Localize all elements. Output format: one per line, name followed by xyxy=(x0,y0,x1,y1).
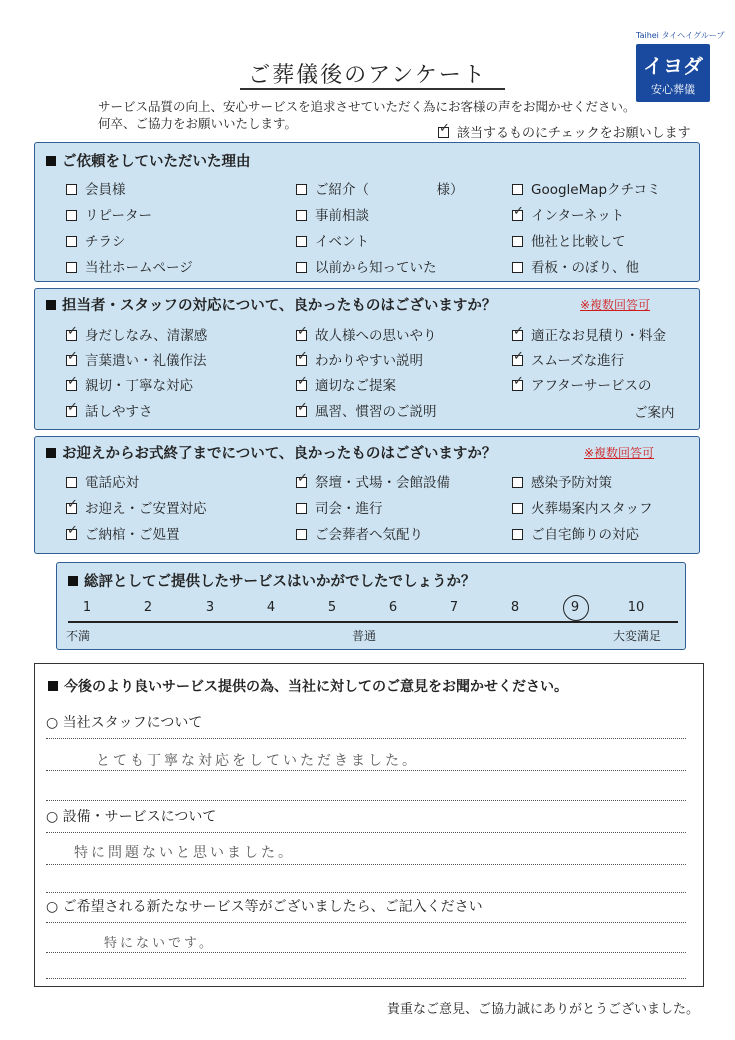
reason-option[interactable] xyxy=(296,178,464,198)
feedback-title xyxy=(48,676,568,696)
checkbox[interactable] xyxy=(296,236,307,247)
reason-section-title-text: ご依頼をしていただいた理由 xyxy=(62,154,251,170)
checkbox[interactable] xyxy=(296,262,307,273)
checkbox[interactable] xyxy=(66,210,77,221)
rating-label-low: 不満 xyxy=(66,629,91,643)
staff-option[interactable] xyxy=(512,349,624,369)
staff-option-label: スムーズな進行 xyxy=(531,353,625,369)
question-new-services: ○ ご希望される新たなサービス等がございましたら、ご記入ください xyxy=(46,899,483,915)
reason-option-label: 他社と比較して xyxy=(531,234,626,250)
reason-option-label: 看板・のぼり、他 xyxy=(531,260,639,276)
staff-option-label: 故人様への思いやり xyxy=(315,328,437,344)
question-facilities: ○ 設備・サービスについて xyxy=(46,809,217,825)
reason-option-label: 当社ホームページ xyxy=(85,260,193,276)
checkbox[interactable] xyxy=(66,262,77,273)
checkbox[interactable] xyxy=(66,477,77,488)
checkbox[interactable] xyxy=(512,210,523,221)
rating-scale-number[interactable]: 6 xyxy=(388,600,398,615)
question-facilities-text: 設備・サービスについて xyxy=(62,809,217,825)
rating-scale-number[interactable]: 1 xyxy=(82,600,92,615)
ceremony-option[interactable] xyxy=(512,497,653,517)
staff-option[interactable] xyxy=(512,374,652,394)
ceremony-section-title xyxy=(46,442,496,463)
staff-option[interactable] xyxy=(296,349,423,369)
ceremony-option[interactable] xyxy=(296,523,423,543)
answer-line xyxy=(46,978,686,979)
staff-option-label: 適正なお見積り・料金 xyxy=(531,328,666,344)
logo-sub-text: 安心葬儀 xyxy=(651,83,695,96)
thank-you-footer: 貴重なご意見、ご協力誠にありがとうございました。 xyxy=(386,1002,699,1017)
aftercare-continuation: ご案内 xyxy=(634,405,675,421)
rating-scale-line xyxy=(68,621,678,623)
reason-option[interactable] xyxy=(512,230,626,250)
checkbox[interactable] xyxy=(512,380,523,391)
ceremony-option-label: 感染予防対策 xyxy=(531,475,612,491)
question-new-services-text: ご希望される新たなサービス等がございましたら、ご記入ください xyxy=(62,899,483,915)
logo-main-text: イヨダ xyxy=(643,54,703,78)
reason-option[interactable] xyxy=(66,178,126,198)
answer-line xyxy=(46,738,686,739)
selected-rating-circle xyxy=(563,595,589,621)
answer-line xyxy=(46,832,686,833)
rating-label-high: 大変満足 xyxy=(613,629,662,643)
checkbox[interactable] xyxy=(296,529,307,540)
ceremony-option[interactable] xyxy=(512,471,612,491)
rating-scale-number[interactable]: 9 xyxy=(570,600,580,615)
checkbox[interactable] xyxy=(66,406,77,417)
checkbox[interactable] xyxy=(66,184,77,195)
question-staff-text: 当社スタッフについて xyxy=(62,715,203,731)
checkbox[interactable] xyxy=(66,355,77,366)
answer-line xyxy=(46,922,686,923)
checkbox[interactable] xyxy=(512,184,523,195)
ceremony-option[interactable] xyxy=(66,523,180,543)
ceremony-option[interactable] xyxy=(66,497,207,517)
ceremony-option[interactable] xyxy=(296,497,383,517)
question-staff: ○ 当社スタッフについて xyxy=(46,715,203,731)
reason-option[interactable] xyxy=(512,178,661,198)
ceremony-option-label: 火葬場案内スタッフ xyxy=(531,501,653,517)
rating-scale-number[interactable]: 10 xyxy=(627,600,645,615)
square-bullet-icon xyxy=(48,681,58,691)
ceremony-multi-answer-note: ※複数回答可 xyxy=(584,446,655,460)
reason-option[interactable] xyxy=(296,204,369,224)
checkbox[interactable] xyxy=(512,236,523,247)
square-bullet-icon xyxy=(46,448,56,458)
checkbox[interactable] xyxy=(512,330,523,341)
staff-option[interactable] xyxy=(512,324,666,344)
reason-option-label: 事前相談 xyxy=(315,208,369,224)
staff-section-title xyxy=(46,294,496,315)
rating-scale-number[interactable]: 8 xyxy=(510,600,520,615)
reason-option-label: ご紹介（ 様） xyxy=(315,182,464,198)
checkbox[interactable] xyxy=(66,330,77,341)
checkbox[interactable] xyxy=(296,355,307,366)
checkbox[interactable] xyxy=(296,406,307,417)
rating-scale-number[interactable]: 3 xyxy=(205,600,215,615)
square-bullet-icon xyxy=(68,576,78,586)
checkbox[interactable] xyxy=(296,184,307,195)
staff-option[interactable] xyxy=(296,324,437,344)
ceremony-option[interactable] xyxy=(296,471,450,491)
ceremony-option[interactable] xyxy=(512,523,639,543)
answer-facilities[interactable]: 特に問題ないと思いました。 xyxy=(74,845,295,861)
reason-option[interactable] xyxy=(66,230,126,250)
checkbox[interactable] xyxy=(512,477,523,488)
intro-line-2: 何卒、ご協力をお願いいたします。 xyxy=(98,116,298,131)
ceremony-option[interactable] xyxy=(66,471,139,491)
ceremony-option-label: ご会葬者へ気配り xyxy=(315,527,423,543)
ceremony-option-label: お迎え・ご安置対応 xyxy=(85,501,207,517)
rating-scale-number[interactable]: 2 xyxy=(143,600,153,615)
intro-line-1: サービス品質の向上、安心サービスを追求させていただく為にお客様の声をお聞かせください。 xyxy=(98,99,636,114)
staff-option-label: 親切・丁寧な対応 xyxy=(85,378,193,394)
reason-option-label: GoogleMapクチコミ xyxy=(531,182,661,198)
checkbox[interactable] xyxy=(66,529,77,540)
staff-option[interactable] xyxy=(296,400,437,420)
reason-option-label: チラシ xyxy=(85,234,126,250)
staff-multi-answer-note: ※複数回答可 xyxy=(580,298,651,312)
survey-title: ご葬儀後のアンケート xyxy=(248,63,487,88)
checkbox[interactable] xyxy=(66,503,77,514)
reason-option-label: 以前から知っていた xyxy=(315,260,437,276)
square-bullet-icon xyxy=(46,156,56,166)
staff-option-label: 言葉遣い・礼儀作法 xyxy=(85,353,207,369)
answer-line xyxy=(46,770,686,771)
checkbox[interactable] xyxy=(66,380,77,391)
answer-line xyxy=(46,864,686,865)
reason-option[interactable] xyxy=(296,230,369,250)
feedback-title-text: 今後のより良いサービス提供の為、当社に対してのご意見をお聞かせください。 xyxy=(64,679,568,695)
staff-option[interactable] xyxy=(296,374,396,394)
staff-option-label: 身だしなみ、清潔感 xyxy=(85,328,208,344)
checkbox[interactable] xyxy=(296,477,307,488)
rating-section-title-text: 総評としてご提供したサービスはいかがでしたでしょうか？ xyxy=(84,574,476,590)
logo-group-name: Taihei タイヘイグループ xyxy=(636,31,725,40)
checkbox[interactable] xyxy=(296,503,307,514)
answer-line xyxy=(46,800,686,801)
square-bullet-icon xyxy=(46,300,56,310)
staff-option-label: 話しやすさ xyxy=(85,404,153,420)
checkbox[interactable] xyxy=(296,210,307,221)
answer-new-services[interactable]: 特にないです。 xyxy=(104,936,215,951)
reason-option[interactable] xyxy=(296,256,437,276)
checkbox[interactable] xyxy=(66,236,77,247)
reason-option[interactable] xyxy=(512,204,624,224)
ceremony-option-label: ご自宅飾りの対応 xyxy=(531,527,639,543)
staff-option[interactable] xyxy=(66,324,207,344)
reason-option-label: リピーター xyxy=(85,208,152,224)
rating-section-title xyxy=(68,570,476,591)
ceremony-option-label: 祭壇・式場・会館設備 xyxy=(315,475,450,491)
checkbox[interactable] xyxy=(512,262,523,273)
staff-option[interactable] xyxy=(66,400,153,420)
logo-box xyxy=(636,44,710,102)
staff-option[interactable] xyxy=(66,349,207,369)
reason-option[interactable] xyxy=(512,256,639,276)
reason-option-label: イベント xyxy=(315,234,369,250)
answer-line xyxy=(46,952,686,953)
staff-option-label: 適切なご提案 xyxy=(315,378,396,394)
checkbox[interactable] xyxy=(512,529,523,540)
reason-option[interactable] xyxy=(66,256,193,276)
reason-option-label: インターネット xyxy=(531,208,625,224)
ceremony-option-label: 電話応対 xyxy=(85,475,139,491)
check-instruction xyxy=(438,122,691,141)
reason-option-label: 会員様 xyxy=(85,182,126,198)
rating-scale-number[interactable]: 4 xyxy=(266,600,276,615)
answer-staff[interactable]: とても丁寧な対応をしていただきました。 xyxy=(96,753,419,769)
company-logo xyxy=(636,30,725,102)
ceremony-option-label: 司会・進行 xyxy=(315,501,383,517)
reason-section-title xyxy=(46,150,251,171)
title-underline xyxy=(240,88,505,90)
rating-scale-number[interactable]: 7 xyxy=(449,600,459,615)
checkbox-icon xyxy=(438,127,449,138)
checkbox[interactable] xyxy=(296,380,307,391)
staff-section-title-text: 担当者・スタッフの対応について、良かったものはございますか？ xyxy=(62,298,497,314)
instruction-text: 該当するものにチェックをお願いします xyxy=(457,126,691,141)
staff-option-label: アフターサービスの xyxy=(531,378,652,394)
checkbox[interactable] xyxy=(296,330,307,341)
ceremony-option-label: ご納棺・ご処置 xyxy=(85,527,180,543)
rating-label-mid: 普通 xyxy=(352,629,377,643)
staff-option-label: わかりやすい説明 xyxy=(315,353,423,369)
reason-option[interactable] xyxy=(66,204,152,224)
checkbox[interactable] xyxy=(512,503,523,514)
ceremony-section-title-text: お迎えからお式終了までについて、良かったものはございますか？ xyxy=(62,446,497,462)
staff-option-label: 風習、慣習のご説明 xyxy=(315,404,437,420)
checkbox[interactable] xyxy=(512,355,523,366)
answer-line xyxy=(46,892,686,893)
staff-option[interactable] xyxy=(66,374,193,394)
rating-scale-number[interactable]: 5 xyxy=(327,600,337,615)
